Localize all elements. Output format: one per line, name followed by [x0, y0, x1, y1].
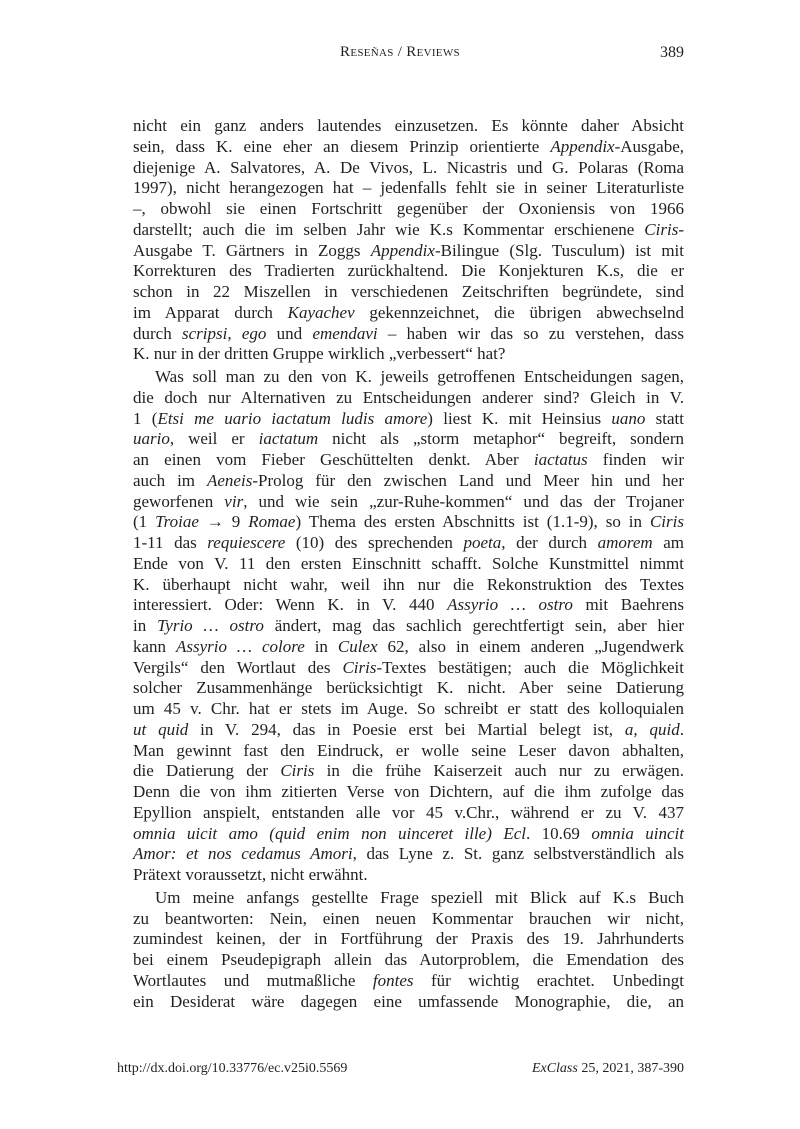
text-run: für wichtig erachtet. Unbedingt	[413, 970, 684, 990]
text-line	[133, 971, 684, 992]
text-line	[133, 388, 684, 409]
text-line	[133, 178, 684, 199]
text-run: Was soll man zu den von K. jeweils getroffenen Entscheidungen sagen,	[155, 367, 684, 386]
text-line	[133, 595, 684, 616]
text-run: gekennzeichnet, die übrigen abwechselnd	[354, 302, 684, 322]
text-line	[133, 409, 684, 430]
text-line	[133, 637, 684, 658]
text-run: bei einem Pseudepigraph allein das Autorproblem, die Emendation des	[133, 950, 684, 969]
text-run: am	[652, 533, 684, 552]
text-run: – haben wir das so zu verstehen, dass	[377, 323, 684, 343]
italic-text: emendavi	[312, 323, 378, 343]
italic-text: Ciris	[280, 761, 315, 781]
text-line	[133, 720, 684, 741]
text-run: K. nur in der dritten Gruppe wirklich „verbessert“ hat?	[133, 344, 506, 364]
italic-text: Romae	[248, 512, 296, 532]
text-line	[133, 492, 684, 513]
text-run: die doch nur Alternativen zu Entscheidungen anderer sind? Gleich in V.	[133, 387, 684, 407]
text-run: Ende von V. 11 den ersten Einschnitt schafft. Solche Kunstmittel nimmt	[133, 553, 684, 573]
text-run: statt	[645, 408, 684, 428]
text-run: Wortlautes und mutmaßliche	[133, 970, 373, 990]
italic-text: Assyrio … ostro	[447, 595, 573, 615]
italic-text: uario	[133, 429, 170, 449]
text-run: ändert, mag das sachlich gerechtfertigt sein, aber hier	[263, 616, 684, 635]
text-line	[133, 324, 684, 345]
text-run: 1-11 das	[133, 533, 208, 552]
text-line	[133, 803, 684, 824]
text-run: Um meine anfangs gestellte Frage speziell mit Blick auf K.s Buch	[155, 887, 684, 907]
text-run: 1997), nicht herangezogen hat – jedenfalls fehlt sie in seiner Literaturliste	[133, 178, 684, 198]
text-run: um 45 v. Chr. hat er stets im Auge. So schreibt er statt des kolloquialen	[133, 699, 684, 718]
text-line	[133, 824, 684, 845]
italic-text: Aeneis	[207, 470, 253, 490]
italic-text: a, quid	[624, 719, 680, 739]
italic-text: requiescere	[207, 533, 286, 552]
journal-name: ExClass	[531, 1061, 578, 1076]
body-text	[133, 116, 684, 1012]
journal-citation	[532, 1061, 684, 1077]
text-run: -Ausgabe,	[614, 136, 684, 156]
text-run: finden wir	[587, 450, 685, 469]
text-line	[133, 303, 684, 324]
text-run: diejenige A. Salvatores, A. De Vivos, L. Nicastris und G. Polaras (Roma	[133, 157, 684, 177]
text-run: auch im	[133, 470, 207, 490]
text-run: (1	[133, 512, 156, 532]
text-run: Epyllion anspielt, entstanden alle vor 45 v.Chr., während er zu V. 437	[133, 802, 684, 822]
italic-text: ego	[241, 323, 267, 343]
text-run: die Datierung der	[133, 761, 281, 781]
text-line	[133, 554, 684, 575]
text-run: in V. 294, das in Poesie erst bei Martial belegt ist,	[188, 719, 625, 739]
text-run: zu beantworten: Nein, einen neuen Kommentar brauchen wir nicht,	[133, 908, 684, 928]
text-run: , der durch	[501, 533, 598, 552]
text-line	[133, 741, 684, 762]
text-run: in	[304, 636, 338, 656]
text-run: Ausgabe T. Gärtners in Zoggs	[133, 240, 371, 260]
italic-text: omnia uicit amo (quid enim non uinceret ille) Ecl	[133, 823, 526, 843]
paragraph	[133, 367, 684, 886]
italic-text: Culex	[337, 636, 378, 656]
text-line	[133, 199, 684, 220]
text-line	[133, 450, 684, 471]
text-line	[133, 241, 684, 262]
text-line	[133, 261, 684, 282]
paragraph	[133, 116, 684, 365]
text-line	[133, 137, 684, 158]
text-line	[133, 909, 684, 930]
text-run: im Apparat durch	[133, 302, 288, 322]
text-line	[133, 158, 684, 179]
italic-text: Amor: et nos cedamus Amori	[133, 844, 353, 864]
text-run: ,	[227, 323, 242, 343]
italic-text: Ciris	[644, 219, 679, 239]
text-run: Vergils“ den Wortlaut des	[133, 657, 343, 677]
text-run: in	[133, 616, 158, 635]
text-line	[133, 616, 684, 637]
text-line	[133, 471, 684, 492]
text-run: sein, dass K. eine eher an diesem Prinzip orientierte	[133, 136, 551, 156]
text-run: → 9	[198, 512, 249, 532]
text-run: Korrekturen des Tradierten zurückhaltend. Die Konjekturen K.s, die er	[133, 261, 684, 281]
text-line	[133, 992, 684, 1013]
text-line	[133, 658, 684, 679]
text-run: ein Desiderat wäre dagegen eine umfassende Monographie, die, an	[133, 991, 684, 1011]
text-line	[133, 116, 684, 137]
italic-text: scripsi	[181, 323, 228, 343]
text-run: Denn die von ihm zitierten Verse von Dichtern, auf die ihm zufolge das	[133, 782, 684, 801]
text-line	[133, 220, 684, 241]
text-run: Man gewinnt fast den Eindruck, er wolle seine Leser davon abhalten,	[133, 740, 684, 760]
page-number: 389	[660, 44, 684, 61]
text-line	[133, 533, 684, 554]
text-run: -	[678, 219, 684, 239]
text-run: –, obwohl sie einen Fortschritt gegenüber der Oxoniensis von 1966	[133, 199, 684, 218]
italic-text: Assyrio … colore	[175, 636, 305, 656]
text-line	[133, 512, 684, 533]
text-run: mit Baehrens	[572, 595, 684, 615]
text-run: geworfenen	[133, 491, 225, 511]
running-head: Reseñas / Reviews	[340, 44, 460, 60]
text-run: 1 (	[133, 408, 158, 428]
text-line	[133, 782, 684, 803]
text-line	[133, 888, 684, 909]
text-line	[133, 844, 684, 865]
text-line	[133, 282, 684, 303]
text-run: durch	[133, 323, 182, 343]
italic-text: Etsi me uario iactatum ludis amore	[157, 408, 428, 428]
text-run: K. überhaupt nicht wahr, weil ihn nur die Rekonstruktion des Textes	[133, 574, 684, 594]
italic-text: Troiae	[155, 512, 199, 532]
citation-details: 25, 2021, 387-390	[577, 1061, 684, 1076]
text-line	[133, 344, 684, 365]
text-line	[133, 429, 684, 450]
italic-text: poeta	[463, 533, 502, 552]
italic-text: Ciris	[649, 512, 684, 532]
text-run: und	[266, 323, 313, 343]
italic-text: vir	[224, 491, 244, 511]
italic-text: fontes	[372, 970, 414, 990]
text-line	[133, 678, 684, 699]
italic-text: Tyrio … ostro	[157, 616, 264, 635]
italic-text: Kayachev	[287, 302, 355, 322]
text-run: zumindest keinen, der in Fortführung der Praxis des 19. Jahrhunderts	[133, 929, 684, 949]
text-line	[133, 699, 684, 720]
text-run: -Textes bestätigen; auch die Möglichkeit	[376, 657, 684, 677]
text-run: in die frühe Kaiserzeit auch nur zu erwägen.	[314, 761, 685, 781]
text-run: an einen vom Fieber Geschüttelten denkt. Aber	[133, 450, 534, 469]
text-line	[133, 761, 684, 782]
text-run: , das Lyne z. St. ganz selbstverständlich als	[352, 844, 684, 864]
text-run: , weil er	[169, 429, 259, 449]
text-run: -Bilingue (Slg. Tusculum) ist mit	[434, 240, 684, 260]
italic-text: uano	[611, 408, 646, 428]
italic-text: amorem	[597, 533, 653, 552]
italic-text: Appendix	[550, 136, 615, 156]
text-run: , und wie sein „zur-Ruhe-kommen“ und das der Trojaner	[243, 491, 684, 511]
text-run: darstellt; auch die im selben Jahr wie K.s Kommentar erschienene	[133, 219, 645, 239]
doi-link[interactable]: http://dx.doi.org/10.33776/ec.v25i0.5569	[117, 1061, 348, 1076]
text-run: (10) des sprechenden	[285, 533, 464, 552]
italic-text: Appendix	[370, 240, 435, 260]
text-run: solcher Zusammenhänge berücksichtigt K. nicht. Aber seine Datierung	[133, 678, 684, 698]
paragraph	[133, 888, 684, 1013]
italic-text: iactatum	[258, 429, 319, 449]
text-run: interessiert. Oder: Wenn K. in V. 440	[133, 595, 448, 615]
text-run: -Prolog für den zwischen Land und Meer hin und her	[252, 470, 684, 490]
text-line	[133, 865, 684, 886]
italic-text: iactatus	[533, 450, 588, 469]
italic-text: Ciris	[342, 657, 377, 677]
text-run: ) Thema des ersten Abschnitts ist (1.1-9), so in	[295, 512, 650, 532]
text-run: . 10.69	[525, 823, 592, 843]
text-run: .	[679, 719, 684, 739]
text-run: 62, also in einem anderen „Jugendwerk	[377, 636, 684, 656]
italic-text: ut quid	[133, 719, 189, 739]
text-line	[133, 929, 684, 950]
italic-text: omnia uincit	[591, 823, 685, 843]
text-line	[133, 367, 684, 388]
text-run: nicht ein ganz anders lautendes einzusetzen. Es könnte daher Absicht	[133, 116, 684, 135]
text-run: schon in 22 Miszellen in verschiedenen Zeitschriften begründete, sind	[133, 282, 684, 301]
text-run: ) liest K. mit Heinsius	[427, 408, 612, 428]
text-line	[133, 950, 684, 971]
text-run: Prätext voraussetzt, nicht erwähnt.	[133, 865, 368, 884]
text-run: nicht als „storm metaphor“ begreift, sondern	[318, 429, 684, 449]
text-run: kann	[133, 636, 176, 656]
text-line	[133, 575, 684, 596]
